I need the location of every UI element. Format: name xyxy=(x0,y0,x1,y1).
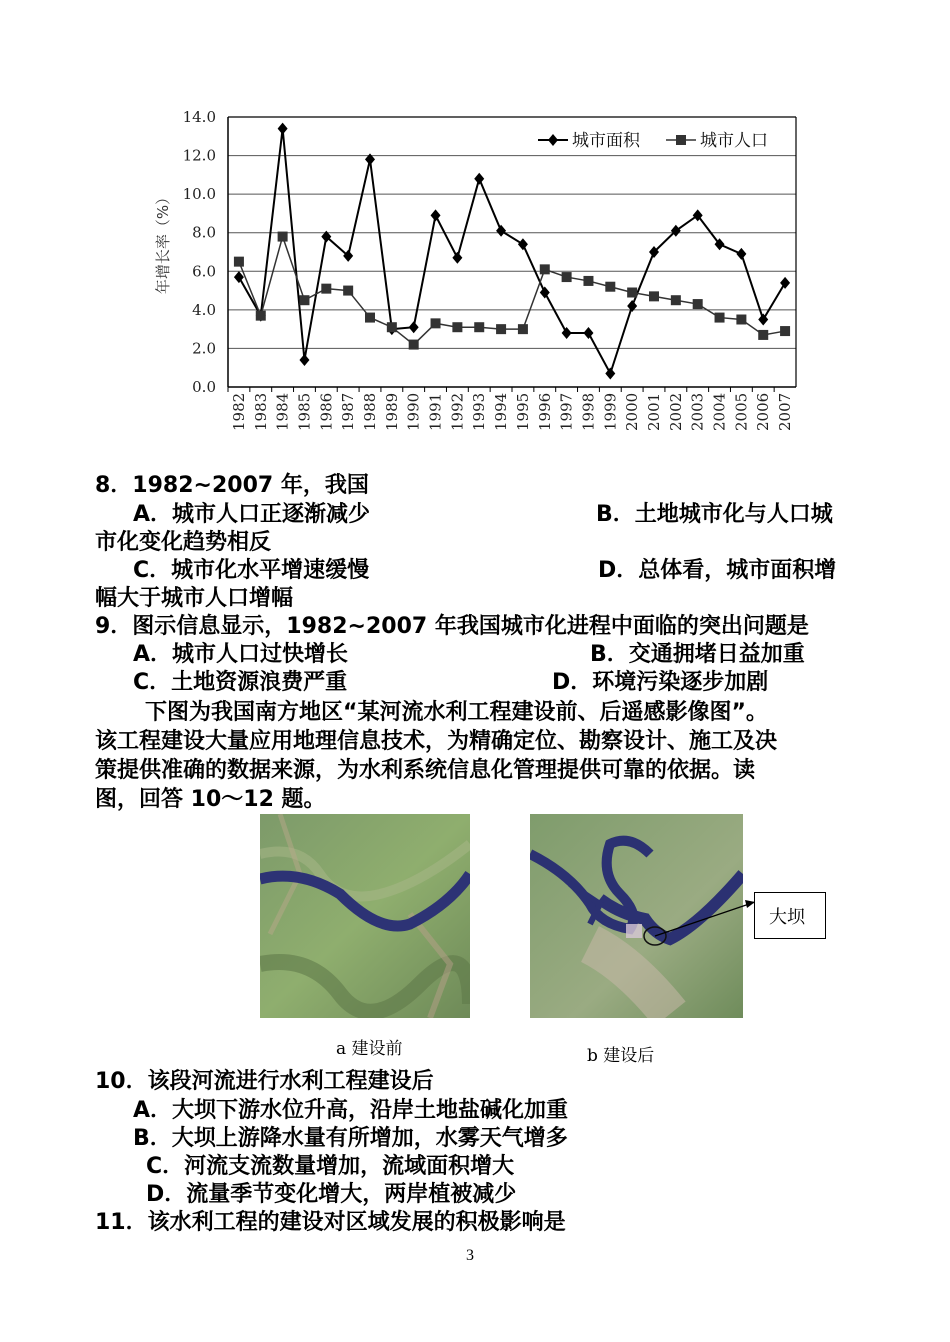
chart-legend xyxy=(538,131,768,151)
point-population xyxy=(540,264,550,274)
x-tick-label: 1990 xyxy=(404,392,423,431)
y-tick-labels xyxy=(183,108,216,396)
x-tick-label: 2003 xyxy=(688,392,707,431)
point-population xyxy=(649,291,659,301)
x-tick-label: 1989 xyxy=(382,392,401,431)
point-population xyxy=(758,330,768,340)
point-area xyxy=(605,368,615,380)
point-population xyxy=(299,295,309,305)
q11-stem: 11．该水利工程的建设对区域发展的积极影响是 xyxy=(95,1210,566,1235)
dam-label: 大坝 xyxy=(769,907,805,928)
chart-grid xyxy=(228,117,796,392)
x-tick-label: 2006 xyxy=(754,392,773,431)
intro-line-3: 策提供准确的数据来源，为水利系统信息化管理提供可靠的依据。读 xyxy=(95,758,756,783)
point-population xyxy=(518,324,528,334)
q8-stem: 8．1982~2007 年，我国 xyxy=(95,473,369,498)
x-tick-label: 2004 xyxy=(710,392,729,431)
point-area xyxy=(431,209,441,221)
intro-line-4: 图，回答 10～12 题。 xyxy=(95,787,326,812)
x-tick-label: 1984 xyxy=(273,392,292,431)
y-tick-label: 14.0 xyxy=(182,108,216,126)
y-tick-label: 10.0 xyxy=(182,185,216,204)
x-tick-label: 1994 xyxy=(492,392,511,431)
point-area xyxy=(496,225,506,237)
x-tick-label: 1987 xyxy=(339,392,358,431)
point-area xyxy=(583,327,593,339)
q8-option-d-cont: 幅大于城市人口增幅 xyxy=(95,586,294,611)
point-population xyxy=(715,313,725,323)
point-population xyxy=(736,315,746,325)
x-tick-labels xyxy=(230,393,794,431)
point-population xyxy=(409,340,419,350)
q8-option-b-cont: 市化变化趋势相反 xyxy=(95,530,272,555)
x-tick-label: 1996 xyxy=(535,392,554,431)
point-population xyxy=(387,322,397,332)
caption-after: b 建设后 xyxy=(587,1046,655,1066)
q9-option-b: B．交通拥堵日益加重 xyxy=(590,642,805,667)
q10-option-c: C．河流支流数量增加，流域面积增大 xyxy=(146,1154,515,1179)
q8-option-c: C．城市化水平增速缓慢 xyxy=(133,558,370,583)
intro-line-2: 该工程建设大量应用地理信息技术，为精确定位、勘察设计、施工及决 xyxy=(95,729,778,754)
x-tick-label: 2000 xyxy=(623,392,642,431)
point-population xyxy=(343,286,353,296)
point-population xyxy=(278,232,288,242)
x-tick-label: 1999 xyxy=(601,392,620,431)
point-population xyxy=(605,282,615,292)
growth-rate-chart xyxy=(140,100,820,445)
dam-pointer xyxy=(640,890,760,940)
q9-option-c: C．土地资源浪费严重 xyxy=(133,670,348,695)
point-population xyxy=(671,295,681,305)
x-tick-label: 1986 xyxy=(317,392,336,431)
point-population xyxy=(321,284,331,294)
x-tick-label: 2007 xyxy=(776,392,795,431)
y-axis-label: 年增长率（%） xyxy=(154,189,172,295)
q10-option-b: B．大坝上游降水量有所增加，水雾天气增多 xyxy=(133,1126,568,1151)
point-population xyxy=(583,276,593,286)
legend-label-area: 城市面积 xyxy=(572,131,640,151)
series-line-population xyxy=(239,237,785,345)
legend-marker-area xyxy=(548,134,558,146)
series-line-area xyxy=(239,129,785,374)
page-number: 3 xyxy=(466,1247,474,1264)
dam-label-box xyxy=(754,892,826,939)
point-area xyxy=(518,238,528,250)
q8-option-d: D．总体看，城市面积增 xyxy=(598,558,837,583)
point-area xyxy=(452,252,462,264)
point-population xyxy=(431,318,441,328)
satellite-image-before xyxy=(260,814,470,1018)
x-tick-label: 1993 xyxy=(470,392,489,431)
q9-stem: 9．图示信息显示，1982~2007 年我国城市化进程中面临的突出问题是 xyxy=(95,614,809,639)
point-population xyxy=(474,322,484,332)
q10-option-a: A．大坝下游水位升高，沿岸土地盐碱化加重 xyxy=(133,1098,569,1123)
y-tick-label: 12.0 xyxy=(182,146,216,165)
point-area xyxy=(736,248,746,260)
legend-marker-population xyxy=(676,135,686,145)
x-tick-label: 1995 xyxy=(513,392,532,431)
point-area xyxy=(540,287,550,299)
point-population xyxy=(256,311,266,321)
x-tick-label: 2005 xyxy=(732,392,751,431)
x-tick-label: 2002 xyxy=(666,392,685,431)
caption-before: a 建设前 xyxy=(336,1039,403,1059)
point-population xyxy=(365,313,375,323)
point-population xyxy=(693,299,703,309)
x-tick-label: 1991 xyxy=(426,392,445,431)
x-tick-label: 1988 xyxy=(361,392,379,431)
point-population xyxy=(562,272,572,282)
y-tick-label: 4.0 xyxy=(192,300,216,319)
y-tick-label: 8.0 xyxy=(192,223,216,242)
point-area xyxy=(299,354,309,366)
x-tick-label: 1985 xyxy=(295,392,314,431)
x-tick-label: 1997 xyxy=(557,392,576,431)
q10-option-d: D．流量季节变化增大，两岸植被减少 xyxy=(146,1182,517,1207)
q8-option-b: B．土地城市化与人口城 xyxy=(596,502,833,527)
q10-stem: 10．该段河流进行水利工程建设后 xyxy=(95,1069,434,1094)
q9-option-a: A．城市人口过快增长 xyxy=(133,642,349,667)
q8-option-a: A．城市人口正逐渐减少 xyxy=(133,502,371,527)
intro-line-1: 下图为我国南方地区“某河流水利工程建设前、后遥感影像图”。 xyxy=(145,700,768,725)
point-population xyxy=(627,288,637,298)
x-tick-label: 1998 xyxy=(579,392,598,431)
point-area xyxy=(562,327,572,339)
x-tick-label: 1992 xyxy=(448,392,467,431)
point-area xyxy=(409,321,419,333)
point-population xyxy=(780,326,790,336)
x-tick-label: 1983 xyxy=(251,392,270,431)
x-tick-label: 2001 xyxy=(645,392,663,431)
q9-option-d: D．环境污染逐步加剧 xyxy=(552,670,769,695)
x-tick-label: 1982 xyxy=(229,392,248,431)
y-tick-label: 2.0 xyxy=(192,339,216,358)
point-area xyxy=(474,173,484,185)
point-population xyxy=(452,322,462,332)
point-area xyxy=(278,123,288,135)
y-tick-label: 6.0 xyxy=(192,262,216,281)
chart-series xyxy=(234,123,790,380)
point-population xyxy=(234,257,244,267)
legend-label-population: 城市人口 xyxy=(700,131,768,151)
point-population xyxy=(496,324,506,334)
y-tick-label: 0.0 xyxy=(192,378,216,396)
